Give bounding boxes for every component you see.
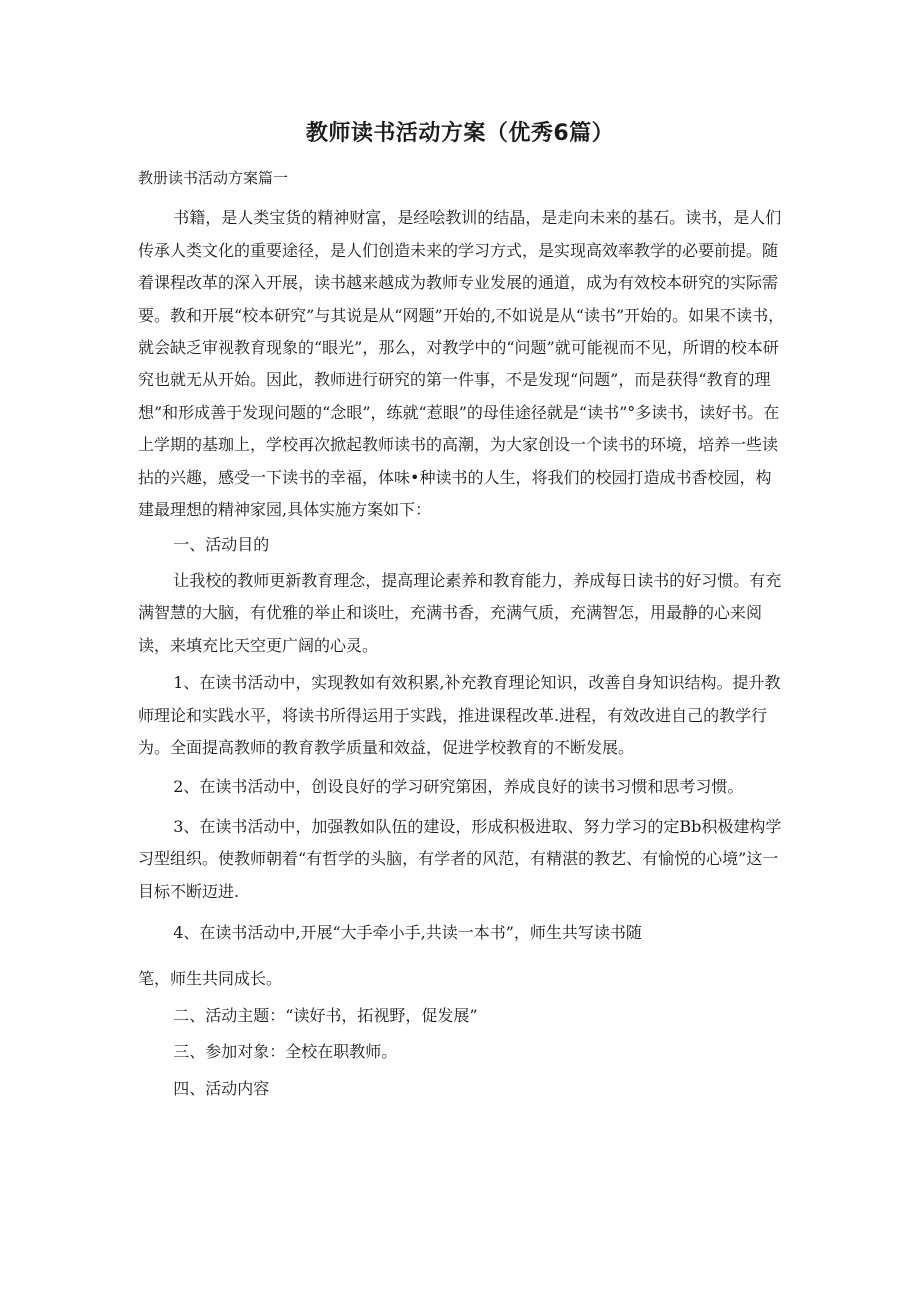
purpose-item-4-line-1: 4、在读书活动中,开展“大手牵小手,共读一本书”，师生共写读书随 [173,922,642,942]
purpose-item-1: 1、在读书活动中，实现教如有效积累,补充教育理论知识，改善自身知识结构。提升教师理论和实践水平，将读书所得运用于实践，推进课程改革.进程，有效改进自己的教学行为。全面提高教师的教育教学质量和效益，促进学校教育的不断发展。 [138,673,781,757]
purpose-item-2: 2、在读书活动中，创设良好的学习研究第困，养成良好的读书习惯和思考习惯。 [173,777,744,797]
section-heading: 教册读书活动方案篇一 [138,169,289,187]
participants-line: 三、参加对象：全校在职教师。 [173,1042,398,1062]
purpose-paragraph: 让我校的教师更新教育理念，提高理论素养和教育能力，养成每日读书的好习惯。有充满智慧的大脑，有优雅的举止和谈吐，充满书香，充满气质，充满智怎，用最静的心来阅读，来填充比天空更广阔的心灵。 [138,570,782,655]
intro-paragraph: 书籍，是人类宝货的精神财富，是经哙教训的结晶，是走向未来的基石。读书，是人们传承人类文化的重要途径，是人们创造未来的学习方式，是实现高效率教学的必要前提。随着课程改革的深入开展，读书越来越成为教师专业发展的通道，成为有效校本研究的实际需要。教和开展“校本研究”与其说是从“网题”开始的,不如说是从“读书”开始的。如果不读书，就会缺乏审视教育现象的“眼光”，那么，对教学中的“问题”就可能视而不见，所谓的校本研究也就无从开始。因此，教师进行研究的第一件事，不是发现“问题”，而是获得“教育的理想”和形成善于发现问题的“念眼”，练就“惹眼”的母佳途径就是“读书”°多读书，读好书。在上学期的基珈上，学校再次掀起教师读书的高潮，为大家创设一个读书的环境，培养一些读拈的兴趣，感受一下读书的幸福，体味•种读书的人生，将我们的校园打造成书香校园，构建最理想的精神家园,具体实施方案如下： [138,208,785,520]
content-heading: 四、活动内容 [173,1078,270,1098]
purpose-item-3: 3、在读书活动中，加强教如队伍的建设，形成积极进取、努力学习的定Bb积极建构学习型组织。使教师朝着“有哲学的头脑，有学者的风范，有精湛的教艺、有愉悦的心境”这一目标不断迈进. [138,816,782,901]
document-body [138,162,786,1105]
document-title: 教师读书活动方案（优秀6篇） [305,121,615,146]
theme-line: 二、活动主题：“读好书，拓视野，促发展” [173,1005,478,1025]
purpose-item-4-line-2: 笔，师生共同成长。 [138,969,283,989]
purpose-heading: 一、活动目的 [173,535,270,555]
